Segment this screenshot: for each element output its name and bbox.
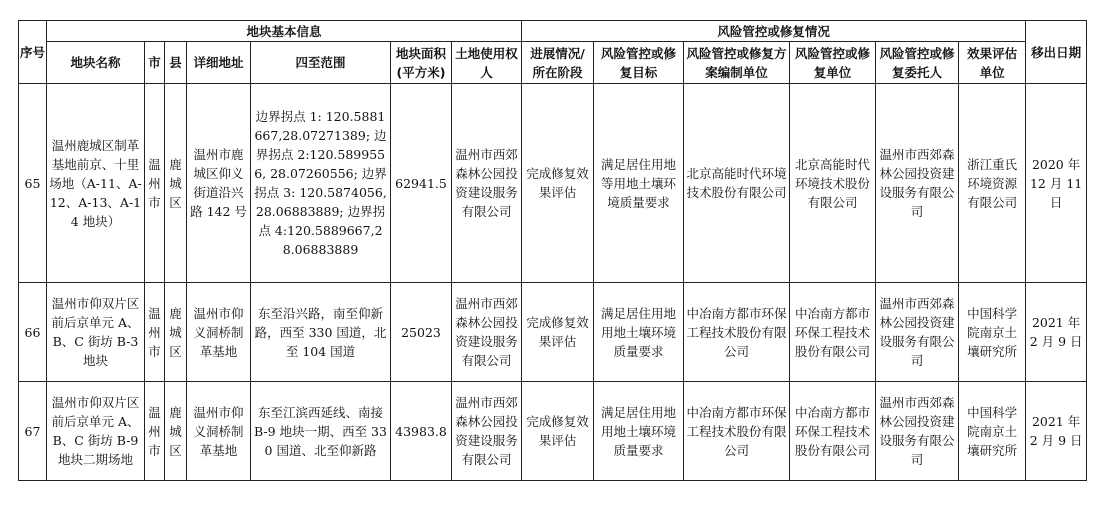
- cell-client: 温州市西郊森林公园投资建设服务有限公司: [876, 382, 959, 481]
- cell-land-user: 温州市西郊森林公园投资建设服务有限公司: [452, 382, 522, 481]
- contaminated-site-table: [18, 20, 1087, 481]
- cell-target: 满足居住用地用地土壤环境质量要求: [594, 382, 684, 481]
- cell-area: 62941.5: [391, 84, 452, 283]
- cell-repair-unit: 中冶南方都市环保工程技术股份有限公司: [790, 382, 876, 481]
- cell-repair-unit: 中冶南方都市环保工程技术股份有限公司: [790, 283, 876, 382]
- site-table-container: [18, 20, 1087, 481]
- cell-plan-unit: 中冶南方都市环保工程技术股份有限公司: [684, 283, 790, 382]
- header-removal-date: 移出日期: [1026, 21, 1087, 84]
- header-group-basic-info: 地块基本信息: [47, 21, 522, 42]
- cell-client: 温州市西郊森林公园投资建设服务有限公司: [876, 283, 959, 382]
- cell-address: 温州市仰义洞桥制革基地: [187, 283, 251, 382]
- cell-eval-unit: 中国科学院南京土壤研究所: [959, 382, 1026, 481]
- cell-seq: 67: [19, 382, 47, 481]
- cell-eval-unit: 浙江重氏环境资源有限公司: [959, 84, 1026, 283]
- cell-seq: 65: [19, 84, 47, 283]
- cell-city: 温州市: [145, 84, 165, 283]
- cell-land-user: 温州市西郊森林公园投资建设服务有限公司: [452, 84, 522, 283]
- cell-boundary: 边界拐点 1: 120.5881667,28.07271389; 边界拐点 2:120.5899556, 28.07260556; 边界拐点 3: 120.5874056,28.06883889; 边界拐点 4:120.5889667,28.06883889: [251, 84, 391, 283]
- header-seq: 序号: [19, 21, 47, 84]
- header-address: 详细地址: [187, 42, 251, 84]
- cell-county: 鹿城区: [165, 382, 187, 481]
- header-target: 风险管控或修复目标: [594, 42, 684, 84]
- cell-county: 鹿城区: [165, 283, 187, 382]
- cell-name: 温州市仰双片区前后京单元 A、B、C 街坊 B-9 地块二期场地: [47, 382, 145, 481]
- cell-city: 温州市: [145, 382, 165, 481]
- header-stage: 进展情况/所在阶段: [522, 42, 594, 84]
- cell-client: 温州市西郊森林公园投资建设服务有限公司: [876, 84, 959, 283]
- cell-land-user: 温州市西郊森林公园投资建设服务有限公司: [452, 283, 522, 382]
- cell-stage: 完成修复效果评估: [522, 283, 594, 382]
- cell-target: 满足居住用地等用地土壤环境质量要求: [594, 84, 684, 283]
- cell-name: 温州鹿城区制革基地前京、十里场地（A-11、A-12、A-13、A-14 地块）: [47, 84, 145, 283]
- table-row: [19, 283, 1087, 382]
- cell-removal-date: 2021 年 2 月 9 日: [1026, 283, 1087, 382]
- cell-repair-unit: 北京高能时代环境技术股份有限公司: [790, 84, 876, 283]
- cell-county: 鹿城区: [165, 84, 187, 283]
- cell-plan-unit: 中冶南方都市环保工程技术股份有限公司: [684, 382, 790, 481]
- cell-stage: 完成修复效果评估: [522, 382, 594, 481]
- cell-removal-date: 2021 年 2 月 9 日: [1026, 382, 1087, 481]
- cell-boundary: 东至江滨西延线、南接 B-9 地块一期、西至 330 国道、北至仰新路: [251, 382, 391, 481]
- cell-name: 温州市仰双片区前后京单元 A、B、C 街坊 B-3 地块: [47, 283, 145, 382]
- cell-address: 温州市仰义洞桥制革基地: [187, 382, 251, 481]
- header-city: 市: [145, 42, 165, 84]
- header-area: 地块面积(平方米): [391, 42, 452, 84]
- header-name: 地块名称: [47, 42, 145, 84]
- cell-area: 43983.8: [391, 382, 452, 481]
- header-land-user: 土地使用权人: [452, 42, 522, 84]
- header-repair-unit: 风险管控或修复单位: [790, 42, 876, 84]
- cell-area: 25023: [391, 283, 452, 382]
- cell-stage: 完成修复效果评估: [522, 84, 594, 283]
- table-row: [19, 382, 1087, 481]
- cell-eval-unit: 中国科学院南京土壤研究所: [959, 283, 1026, 382]
- cell-plan-unit: 北京高能时代环境技术股份有限公司: [684, 84, 790, 283]
- header-client: 风险管控或修复委托人: [876, 42, 959, 84]
- header-boundary: 四至范围: [251, 42, 391, 84]
- cell-seq: 66: [19, 283, 47, 382]
- cell-city: 温州市: [145, 283, 165, 382]
- header-plan-unit: 风险管控或修复方案编制单位: [684, 42, 790, 84]
- table-row: [19, 84, 1087, 283]
- cell-boundary: 东至沿兴路，南至仰新路，西至 330 国道，北至 104 国道: [251, 283, 391, 382]
- cell-removal-date: 2020 年 12 月 11 日: [1026, 84, 1087, 283]
- header-county: 县: [165, 42, 187, 84]
- header-eval-unit: 效果评估单位: [959, 42, 1026, 84]
- cell-target: 满足居住用地用地土壤环境质量要求: [594, 283, 684, 382]
- header-group-risk-control: 风险管控或修复情况: [522, 21, 1026, 42]
- cell-address: 温州市鹿城区仰义街道沿兴路 142 号: [187, 84, 251, 283]
